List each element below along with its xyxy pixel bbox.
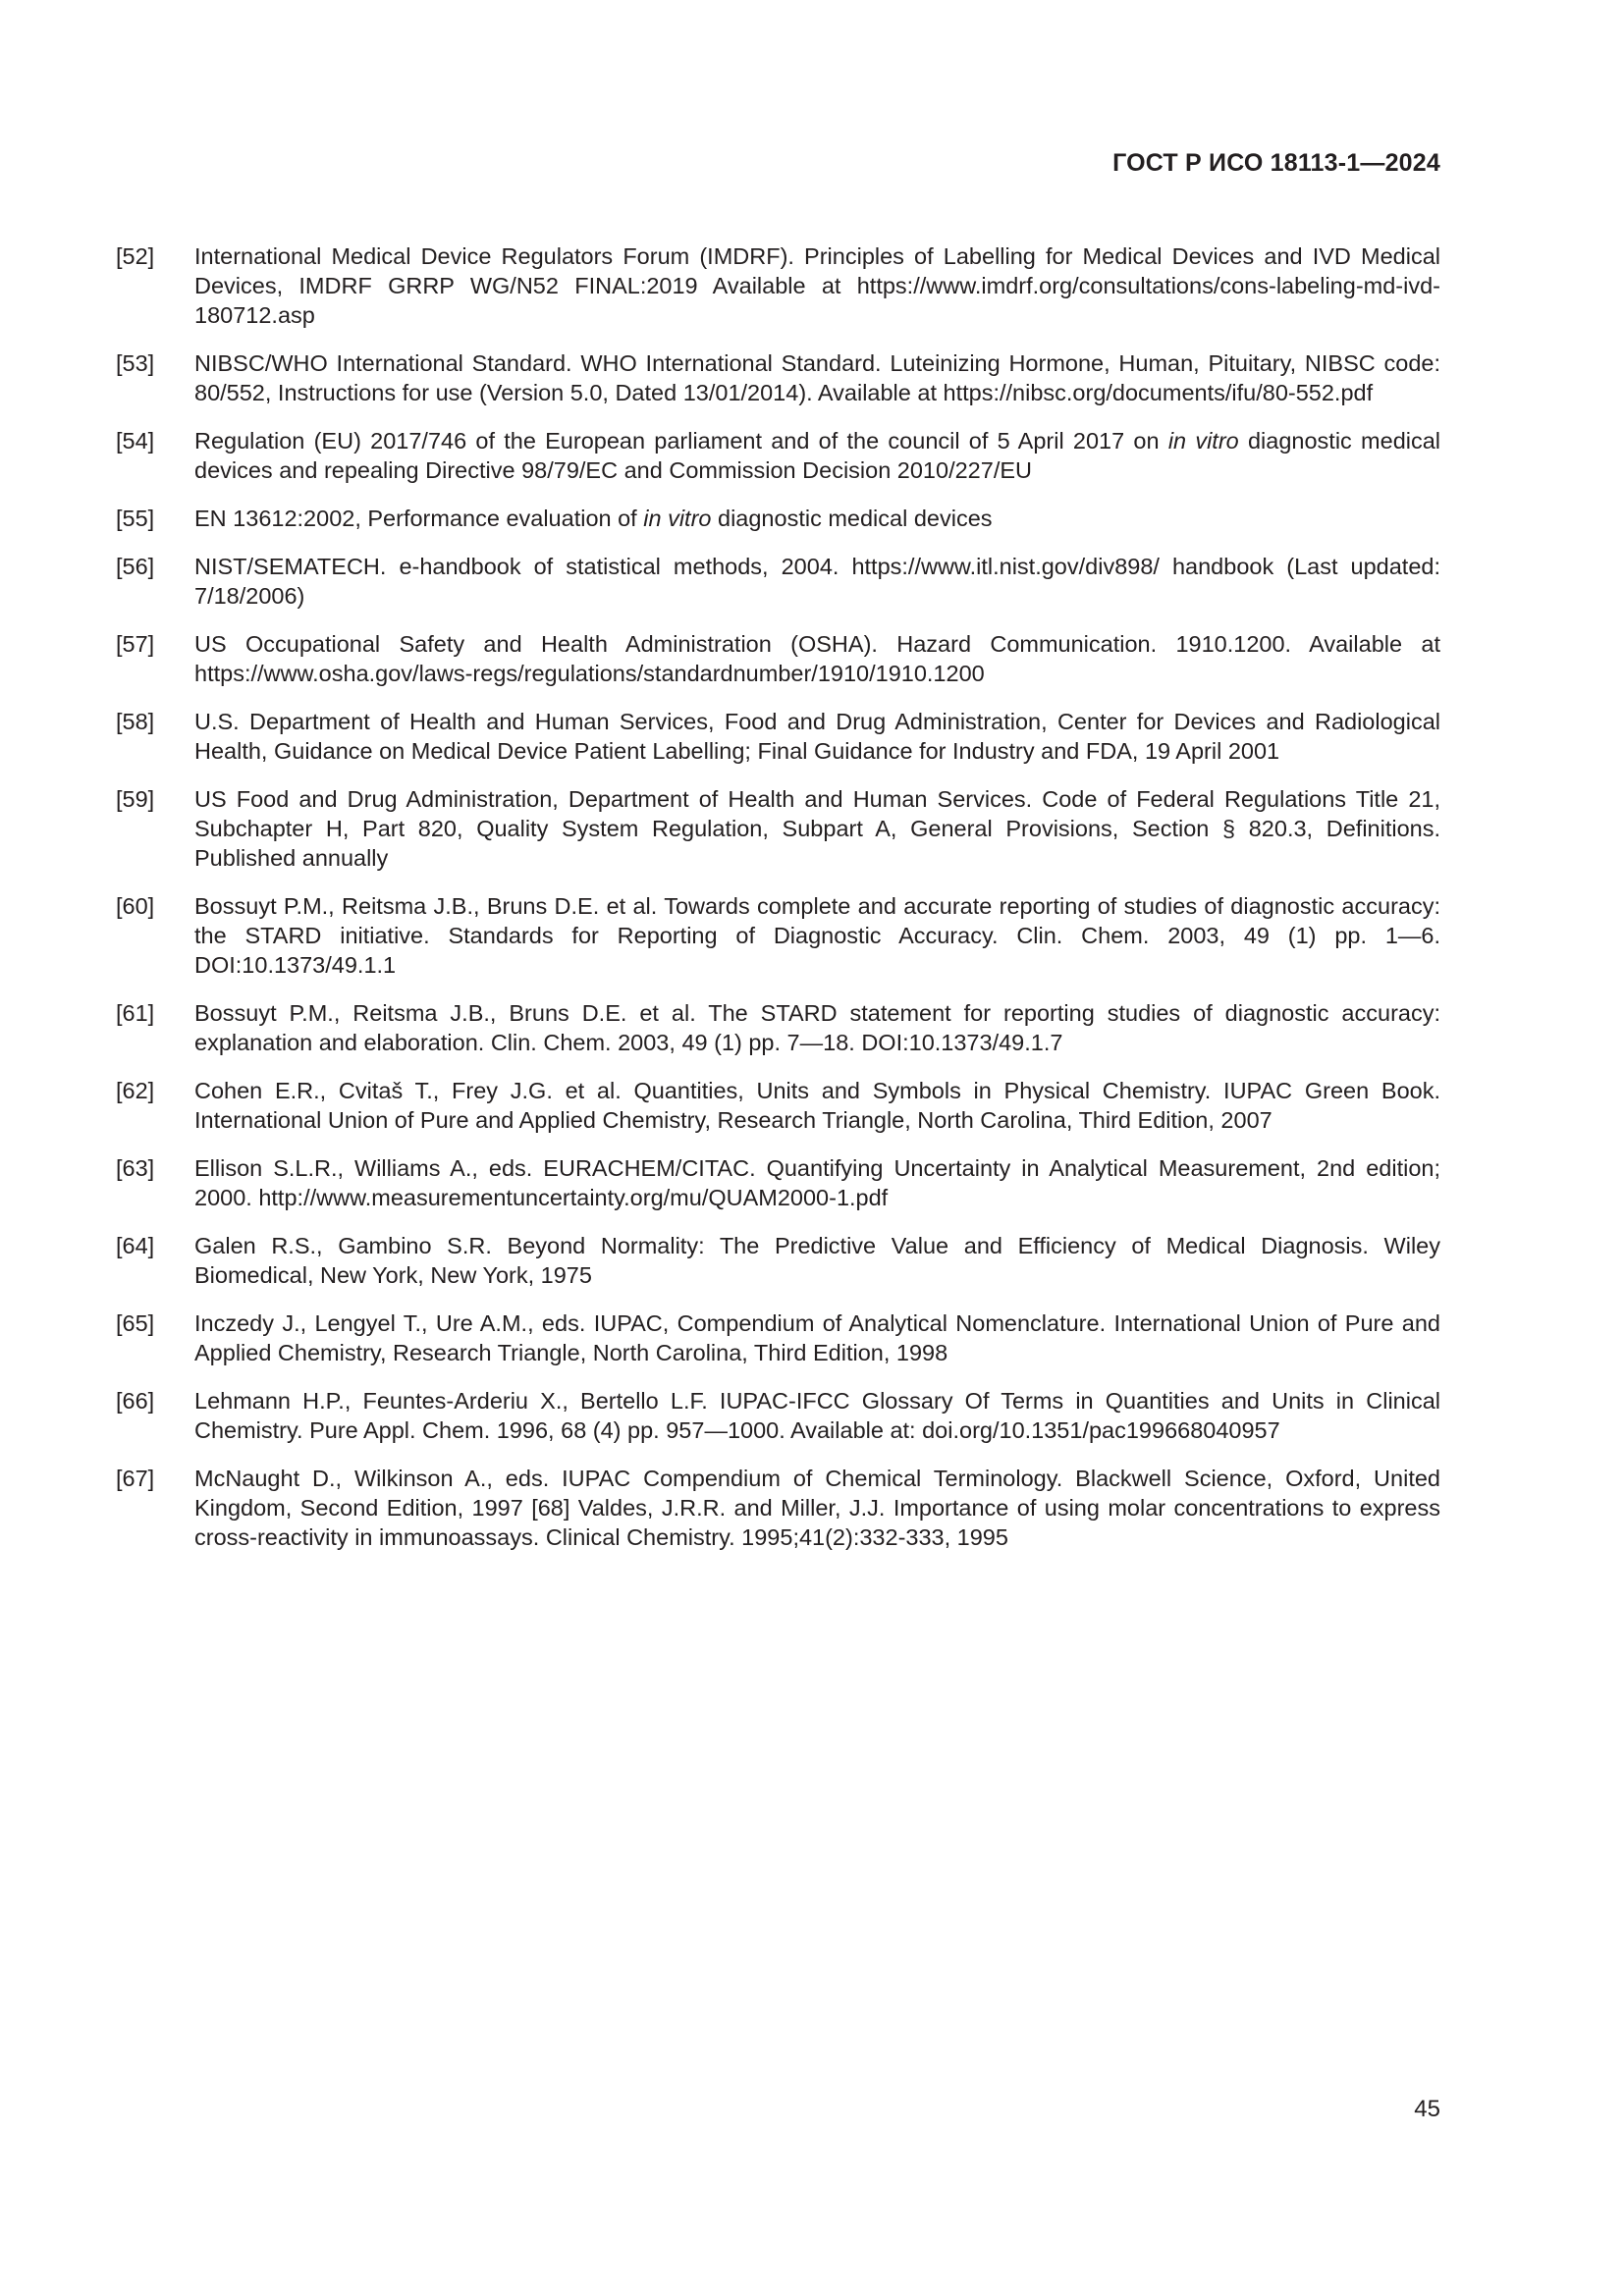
reference-text [194, 998, 1440, 1057]
reference-item [116, 1153, 1440, 1212]
reference-item [116, 891, 1440, 980]
reference-number: [65] [116, 1310, 155, 1336]
reference-number: [62] [116, 1078, 155, 1103]
reference-number: [64] [116, 1233, 155, 1258]
reference-number: [57] [116, 631, 155, 657]
reference-text-segment: Inczedy J., Lengyel T., Ure A.M., eds. IUPAC, Compendium of Analytical Nomenclature. International Union of Pure and Applied Chemistry, Research Triangle, North Carolina, Third Edition, 1998 [194, 1310, 1440, 1365]
reference-text [194, 348, 1440, 407]
reference-item [116, 504, 1440, 533]
reference-text [194, 1308, 1440, 1367]
reference-item [116, 241, 1440, 330]
document-header: ГОСТ Р ИСО 18113-1—2024 [1112, 149, 1440, 177]
reference-number: [61] [116, 1000, 155, 1026]
reference-item [116, 552, 1440, 611]
reference-text [194, 1076, 1440, 1135]
reference-text-segment: Bossuyt P.M., Reitsma J.B., Bruns D.E. et al. The STARD statement for reporting studies of diagnostic accuracy: explanation and elaboration. Clin. Chem. 2003, 49 (1) pp. 7—18. DOI:10.1373/49.1.7 [194, 1000, 1440, 1055]
reference-number: [55] [116, 506, 155, 531]
reference-text [194, 629, 1440, 688]
reference-text-segment: Bossuyt P.M., Reitsma J.B., Bruns D.E. et al. Towards complete and accurate reporting of studies of diagnostic accuracy: the STARD initiative. Standards for Reporting of Diagnostic Accuracy. Clin. Chem. 2003, 49 (1) pp. 1—6. DOI:10.1373/49.1.1 [194, 893, 1440, 978]
reference-text-segment: US Food and Drug Administration, Department of Health and Human Services. Code of Federal Regulations Title 21, Subchapter H, Part 820, Quality System Regulation, Subpart A, General Provisions, Section § 820.3, Definitions. Published annually [194, 786, 1440, 871]
reference-item [116, 784, 1440, 873]
reference-number: [59] [116, 786, 155, 812]
reference-item [116, 426, 1440, 485]
reference-text-italic: in vitro [643, 506, 712, 531]
reference-text-segment: U.S. Department of Health and Human Services, Food and Drug Administration, Center for Devices and Radiological Health, Guidance on Medical Device Patient Labelling; Final Guidance for Industry and FDA, 19 April 2001 [194, 709, 1440, 764]
reference-item [116, 1308, 1440, 1367]
reference-number: [67] [116, 1466, 155, 1491]
reference-number: [66] [116, 1388, 155, 1414]
reference-text-segment: McNaught D., Wilkinson A., eds. IUPAC Compendium of Chemical Terminology. Blackwell Science, Oxford, United Kingdom, Second Edition, 1997 [68] Valdes, J.R.R. and Miller, J.J. Importance of using molar concentrations to express cross-reactivity in immunoassays. Clinical Chemistry. 1995;41(2):332-333, 1995 [194, 1466, 1440, 1550]
reference-number: [63] [116, 1155, 155, 1181]
reference-text [194, 241, 1440, 330]
reference-text [194, 504, 1440, 533]
reference-item [116, 629, 1440, 688]
reference-text-segment: NIBSC/WHO International Standard. WHO International Standard. Luteinizing Hormone, Human, Pituitary, NIBSC code: 80/552, Instructions for use (Version 5.0, Dated 13/01/2014). Available at https://nibsc.org/documents/ifu/80-552.pdf [194, 350, 1440, 405]
reference-number: [58] [116, 709, 155, 734]
reference-item [116, 1231, 1440, 1290]
reference-text [194, 1153, 1440, 1212]
reference-text [194, 891, 1440, 980]
reference-text-segment: Cohen E.R., Cvitaš T., Frey J.G. et al. Quantities, Units and Symbols in Physical Chemistry. IUPAC Green Book. International Union of Pure and Applied Chemistry, Research Triangle, North Carolina, Third Edition, 2007 [194, 1078, 1440, 1133]
reference-text-segment: Ellison S.L.R., Williams A., eds. EURACHEM/CITAC. Quantifying Uncertainty in Analytical Measurement, 2nd edition; 2000. http://www.measurementuncertainty.org/mu/QUAM2000-1.pdf [194, 1155, 1440, 1210]
reference-text-segment: Lehmann H.P., Feuntes-Arderiu X., Bertello L.F. IUPAC-IFCC Glossary Of Terms in Quantities and Units in Clinical Chemistry. Pure Appl. Chem. 1996, 68 (4) pp. 957—1000. Available at: doi.org/10.1351/pac199668040957 [194, 1388, 1440, 1443]
reference-item [116, 707, 1440, 766]
reference-item [116, 1464, 1440, 1552]
reference-number: [53] [116, 350, 155, 376]
reference-text-segment: diagnostic medical devices and repealing Directive 98/79/EC and Commission Decision 2010/227/EU [194, 428, 1441, 483]
reference-number: [52] [116, 243, 155, 269]
reference-number: [56] [116, 554, 155, 579]
reference-text-segment: Regulation (EU) 2017/746 of the European parliament and of the council of 5 April 2017 on [194, 428, 1168, 454]
reference-text [194, 552, 1440, 611]
reference-text-segment: Galen R.S., Gambino S.R. Beyond Normality: The Predictive Value and Efficiency of Medical Diagnosis. Wiley Biomedical, New York, New York, 1975 [194, 1233, 1440, 1288]
reference-list [116, 241, 1440, 1571]
reference-text-segment: US Occupational Safety and Health Administration (OSHA). Hazard Communication. 1910.1200. Available at https://www.osha.gov/laws-regs/regulations/standardnumber/1910/1910.1200 [194, 631, 1440, 686]
reference-item [116, 348, 1440, 407]
reference-text-segment: diagnostic medical devices [711, 506, 993, 531]
reference-text-segment: NIST/SEMATECH. e-handbook of statistical methods, 2004. https://www.itl.nist.gov/div898/ handbook (Last updated: 7/18/2006) [194, 554, 1440, 609]
reference-text [194, 1386, 1440, 1445]
reference-number: [54] [116, 428, 155, 454]
reference-text [194, 707, 1440, 766]
reference-text [194, 1464, 1440, 1552]
reference-text-segment: EN 13612:2002, Performance evaluation of [194, 506, 644, 531]
reference-item [116, 998, 1440, 1057]
reference-number: [60] [116, 893, 155, 919]
reference-item [116, 1386, 1440, 1445]
reference-text [194, 426, 1440, 485]
reference-text [194, 784, 1440, 873]
reference-text-italic: in vitro [1167, 428, 1239, 454]
reference-item [116, 1076, 1440, 1135]
reference-text-segment: International Medical Device Regulators Forum (IMDRF). Principles of Labelling for Medical Devices and IVD Medical Devices, IMDRF GRRP WG/N52 FINAL:2019 Available at https://www.imdrf.org/consultations/cons-labeling-md-ivd-180712.asp [194, 243, 1440, 328]
reference-text [194, 1231, 1440, 1290]
page-number: 45 [1414, 2096, 1440, 2122]
